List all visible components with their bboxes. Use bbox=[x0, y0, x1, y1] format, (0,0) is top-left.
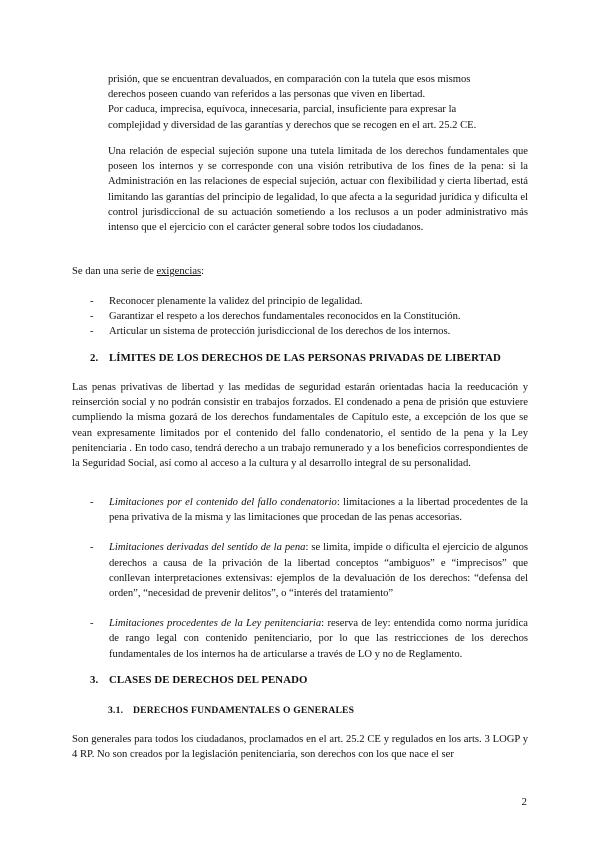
section-2-heading bbox=[90, 351, 540, 366]
limitacion-text: : reserva de ley: entendida como norma jurídica de rango legal con contenido penitenciario, por lo que las restricciones de los derechos fundamentales de los internos ha de articularse a través de LO y no de Reglamento. bbox=[109, 618, 528, 660]
exigencias-link: exigencias bbox=[156, 266, 202, 277]
intro-line: prisión, que se encuentran devaluados, en comparación con la tutela que esos mismos bbox=[108, 74, 471, 85]
list-item: - Reconocer plenamente la validez del principio de legalidad. bbox=[90, 296, 363, 307]
limitacion-title: Limitaciones derivadas del sentido de la pena bbox=[109, 542, 306, 554]
relacion-paragraph: Una relación de especial sujeción supone una tutela limitada de los derechos fundamentales que poseen los internos y se corresponde con una visión retributiva de los fines de la pena: si la Administración en las relaciones de especial sujeción, actuar con flexibilidad y cierta libertad, está limitando las garantías del principio de legalidad, lo que afecta a la seguridad jurídica y dificulta el control jurisdiccional de su actuación sometiendo a los reclusos a un poder administrativo más intenso que el ejercicio con el carácter general sobre todos los ciudadanos. bbox=[108, 146, 528, 234]
list-item: - Limitaciones procedentes de la Ley penitenciaria: reserva de ley: entendida como norma jurídica de rango legal con contenido penitenciario, por lo que las restricciones de los derechos fundamentales de los internos ha de articularse a través de LO y no de Reglamento. bbox=[90, 618, 528, 660]
section-3-paragraph: Son generales para todos los ciudadanos, proclamados en el art. 25.2 CE y regulados en los arts. 3 LOGP y 4 RP. No son creados por la legislación penitenciaria, son derechos con los que nace el ser bbox=[72, 734, 528, 761]
exigencias-intro bbox=[72, 264, 528, 279]
subsection-3-1-heading bbox=[108, 703, 538, 718]
subsection-number: 3.1. bbox=[108, 705, 124, 716]
section-title: CLASES DE DERECHOS DEL PENADO bbox=[109, 674, 308, 686]
list-item: - Garantizar el respeto a los derechos fundamentales reconocidos en la Constitución. bbox=[90, 311, 461, 323]
limitacion-text: : se limita, impide o dificulta el ejercicio de algunos derechos a causa de la privación de la libertad conceptos “ambiguos” e “imprecisos” que conllevan interpretaciones extensivas: ejemplos de la devaluación de los derechos: “defensa del orden”, “necesidad de prevenir delitos”, o “interés del tratamiento” bbox=[109, 542, 528, 600]
limitacion-text: : limitaciones a la libertad procedentes de la pena privativa de la misma y las limitaciones que procedan de las penas accesorias. bbox=[109, 497, 528, 524]
list-item: - Limitaciones por el contenido del fallo condenatorio: limitaciones a la libertad procedentes de la pena privativa de la misma y las limitaciones que procedan de las penas accesorias. bbox=[90, 497, 528, 524]
section-title: LÍMITES DE LOS DERECHOS DE LAS PERSONAS PRIVADAS DE LIBERTAD bbox=[109, 352, 501, 364]
intro-line: Por caduca, imprecisa, equívoca, innecesaria, parcial, insuficiente para expresar la bbox=[108, 104, 457, 116]
intro-line: complejidad y diversidad de las garantías y derechos que se recogen en el art. 25.2 CE. bbox=[108, 119, 477, 131]
section-3-heading bbox=[90, 673, 540, 688]
limitaciones-list bbox=[90, 495, 528, 662]
limitacion-title: Limitaciones por el contenido del fallo condenatorio bbox=[109, 497, 337, 508]
page-number: 2 bbox=[521, 796, 527, 808]
section-number: 3. bbox=[90, 674, 99, 686]
list-item: - Articular un sistema de protección jurisdiccional de los derechos de los internos. bbox=[90, 326, 451, 338]
intro-line: derechos poseen cuando van referidos a las personas que viven en libertad. bbox=[108, 89, 426, 101]
list-item: - Limitaciones derivadas del sentido de la pena: se limita, impide o dificulta el ejercicio de algunos derechos a causa de la privación de la libertad conceptos “ambiguos” e “imprecisos” que conllevan interpretaciones extensivas: ejemplos de la devaluación de los derechos: “defensa del orden”, “necesidad de prevenir delitos”, o “interés del tratamiento” bbox=[90, 542, 528, 600]
exigencias-prefix: Se dan una serie de bbox=[72, 266, 157, 277]
intro-paragraph bbox=[108, 72, 538, 133]
section-number: 2. bbox=[90, 352, 99, 364]
exigencias-list bbox=[90, 294, 528, 340]
section-2-paragraph: Las penas privativas de libertad y las medidas de seguridad estarán orientadas hacia la reeducación y reinserción social y no podrán consistir en trabajos forzados. El condenado a pena de prisión que estuviere cumpliendo la misma gozará de los derechos fundamentales de Capítulo este, a excepción de los que se vean expresamente limitados por el contenido del fallo condenatorio, el sentido de la pena y la Ley penitenciaria . En todo caso, tendrá derecho a un trabajo remunerado y a los beneficios correspondientes de la Seguridad Social, así como al acceso a la cultura y al desarrollo integral de su personalidad. bbox=[72, 382, 528, 470]
exigencias-suffix: : bbox=[201, 266, 205, 277]
limitacion-title: Limitaciones procedentes de la Ley penitenciaria bbox=[109, 618, 322, 630]
subsection-title: DERECHOS FUNDAMENTALES O GENERALES bbox=[133, 705, 355, 716]
